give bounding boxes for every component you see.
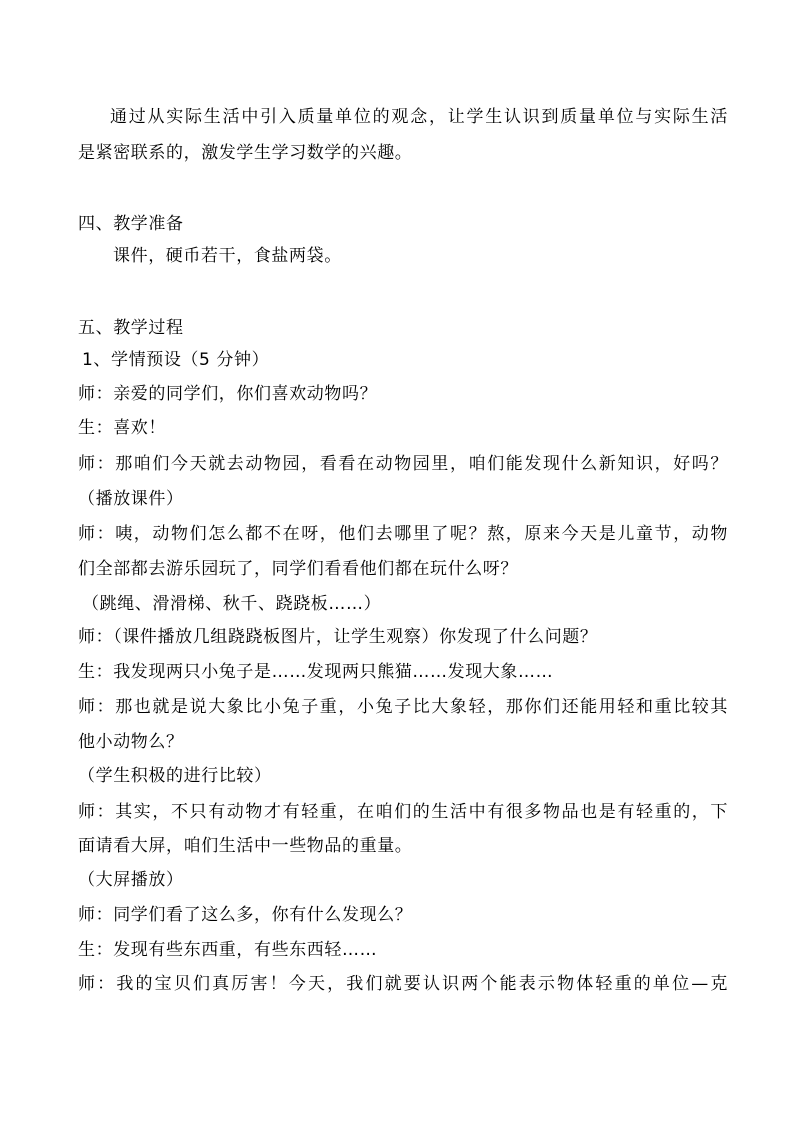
dialogue-line: 师：（课件播放几组跷跷板图片，让学生观察）你发现了什么问题？: [78, 627, 598, 647]
dialogue-line: 师：亲爱的同学们，你们喜欢动物吗？: [78, 384, 378, 404]
dialogue-line: 生：喜欢！: [78, 418, 166, 438]
dialogue-line: 师：那咱们今天就去动物园，看看在动物园里，咱们能发现什么新知识，好吗？: [78, 454, 728, 474]
dialogue-line: 他小动物么？: [78, 732, 184, 752]
dialogue-line: 师：同学们看了这么多，你有什么发现么？: [78, 905, 413, 925]
dialogue-line: 师：我的宝贝们真厉害！今天，我们就要认识两个能表示物体轻重的单位—克: [78, 974, 728, 994]
subsection-heading: 1、学情预设（5 分钟）: [82, 350, 270, 370]
paragraph-line: 是紧密联系的，激发学生学习数学的兴趣。: [78, 143, 413, 163]
paragraph-line: 课件，硬币若干，食盐两袋。: [113, 246, 342, 266]
stage-note: （学生积极的进行比较）: [78, 766, 272, 786]
paragraph-line: 通过从实际生活中引入质量单位的观念，让学生认识到质量单位与实际生活: [110, 107, 728, 127]
section-heading: 五、教学过程: [78, 318, 184, 338]
dialogue-line: 们全部都去游乐园玩了，同学们看看他们都在玩什么呀？: [78, 559, 518, 579]
stage-note: （播放课件）: [78, 489, 184, 509]
stage-note: （跳绳、滑滑梯、秋千、跷跷板……）: [82, 594, 382, 614]
stage-note: （大屏播放）: [78, 870, 184, 890]
dialogue-line: 面请看大屏，咱们生活中一些物品的重量。: [78, 836, 413, 856]
dialogue-line: 生：我发现两只小兔子是……发现两只熊猫……发现大象……: [78, 662, 554, 682]
dialogue-line: 生：发现有些东西重，有些东西轻……: [78, 940, 378, 960]
dialogue-line: 师：咦，动物们怎么都不在呀，他们去哪里了呢？熬，原来今天是儿童节，动物: [78, 524, 728, 544]
dialogue-line: 师：那也就是说大象比小兔子重，小兔子比大象轻，那你们还能用轻和重比较其: [78, 697, 728, 717]
section-heading: 四、教学准备: [78, 214, 184, 234]
dialogue-line: 师：其实，不只有动物才有轻重，在咱们的生活中有很多物品也是有轻重的，下: [78, 802, 728, 822]
